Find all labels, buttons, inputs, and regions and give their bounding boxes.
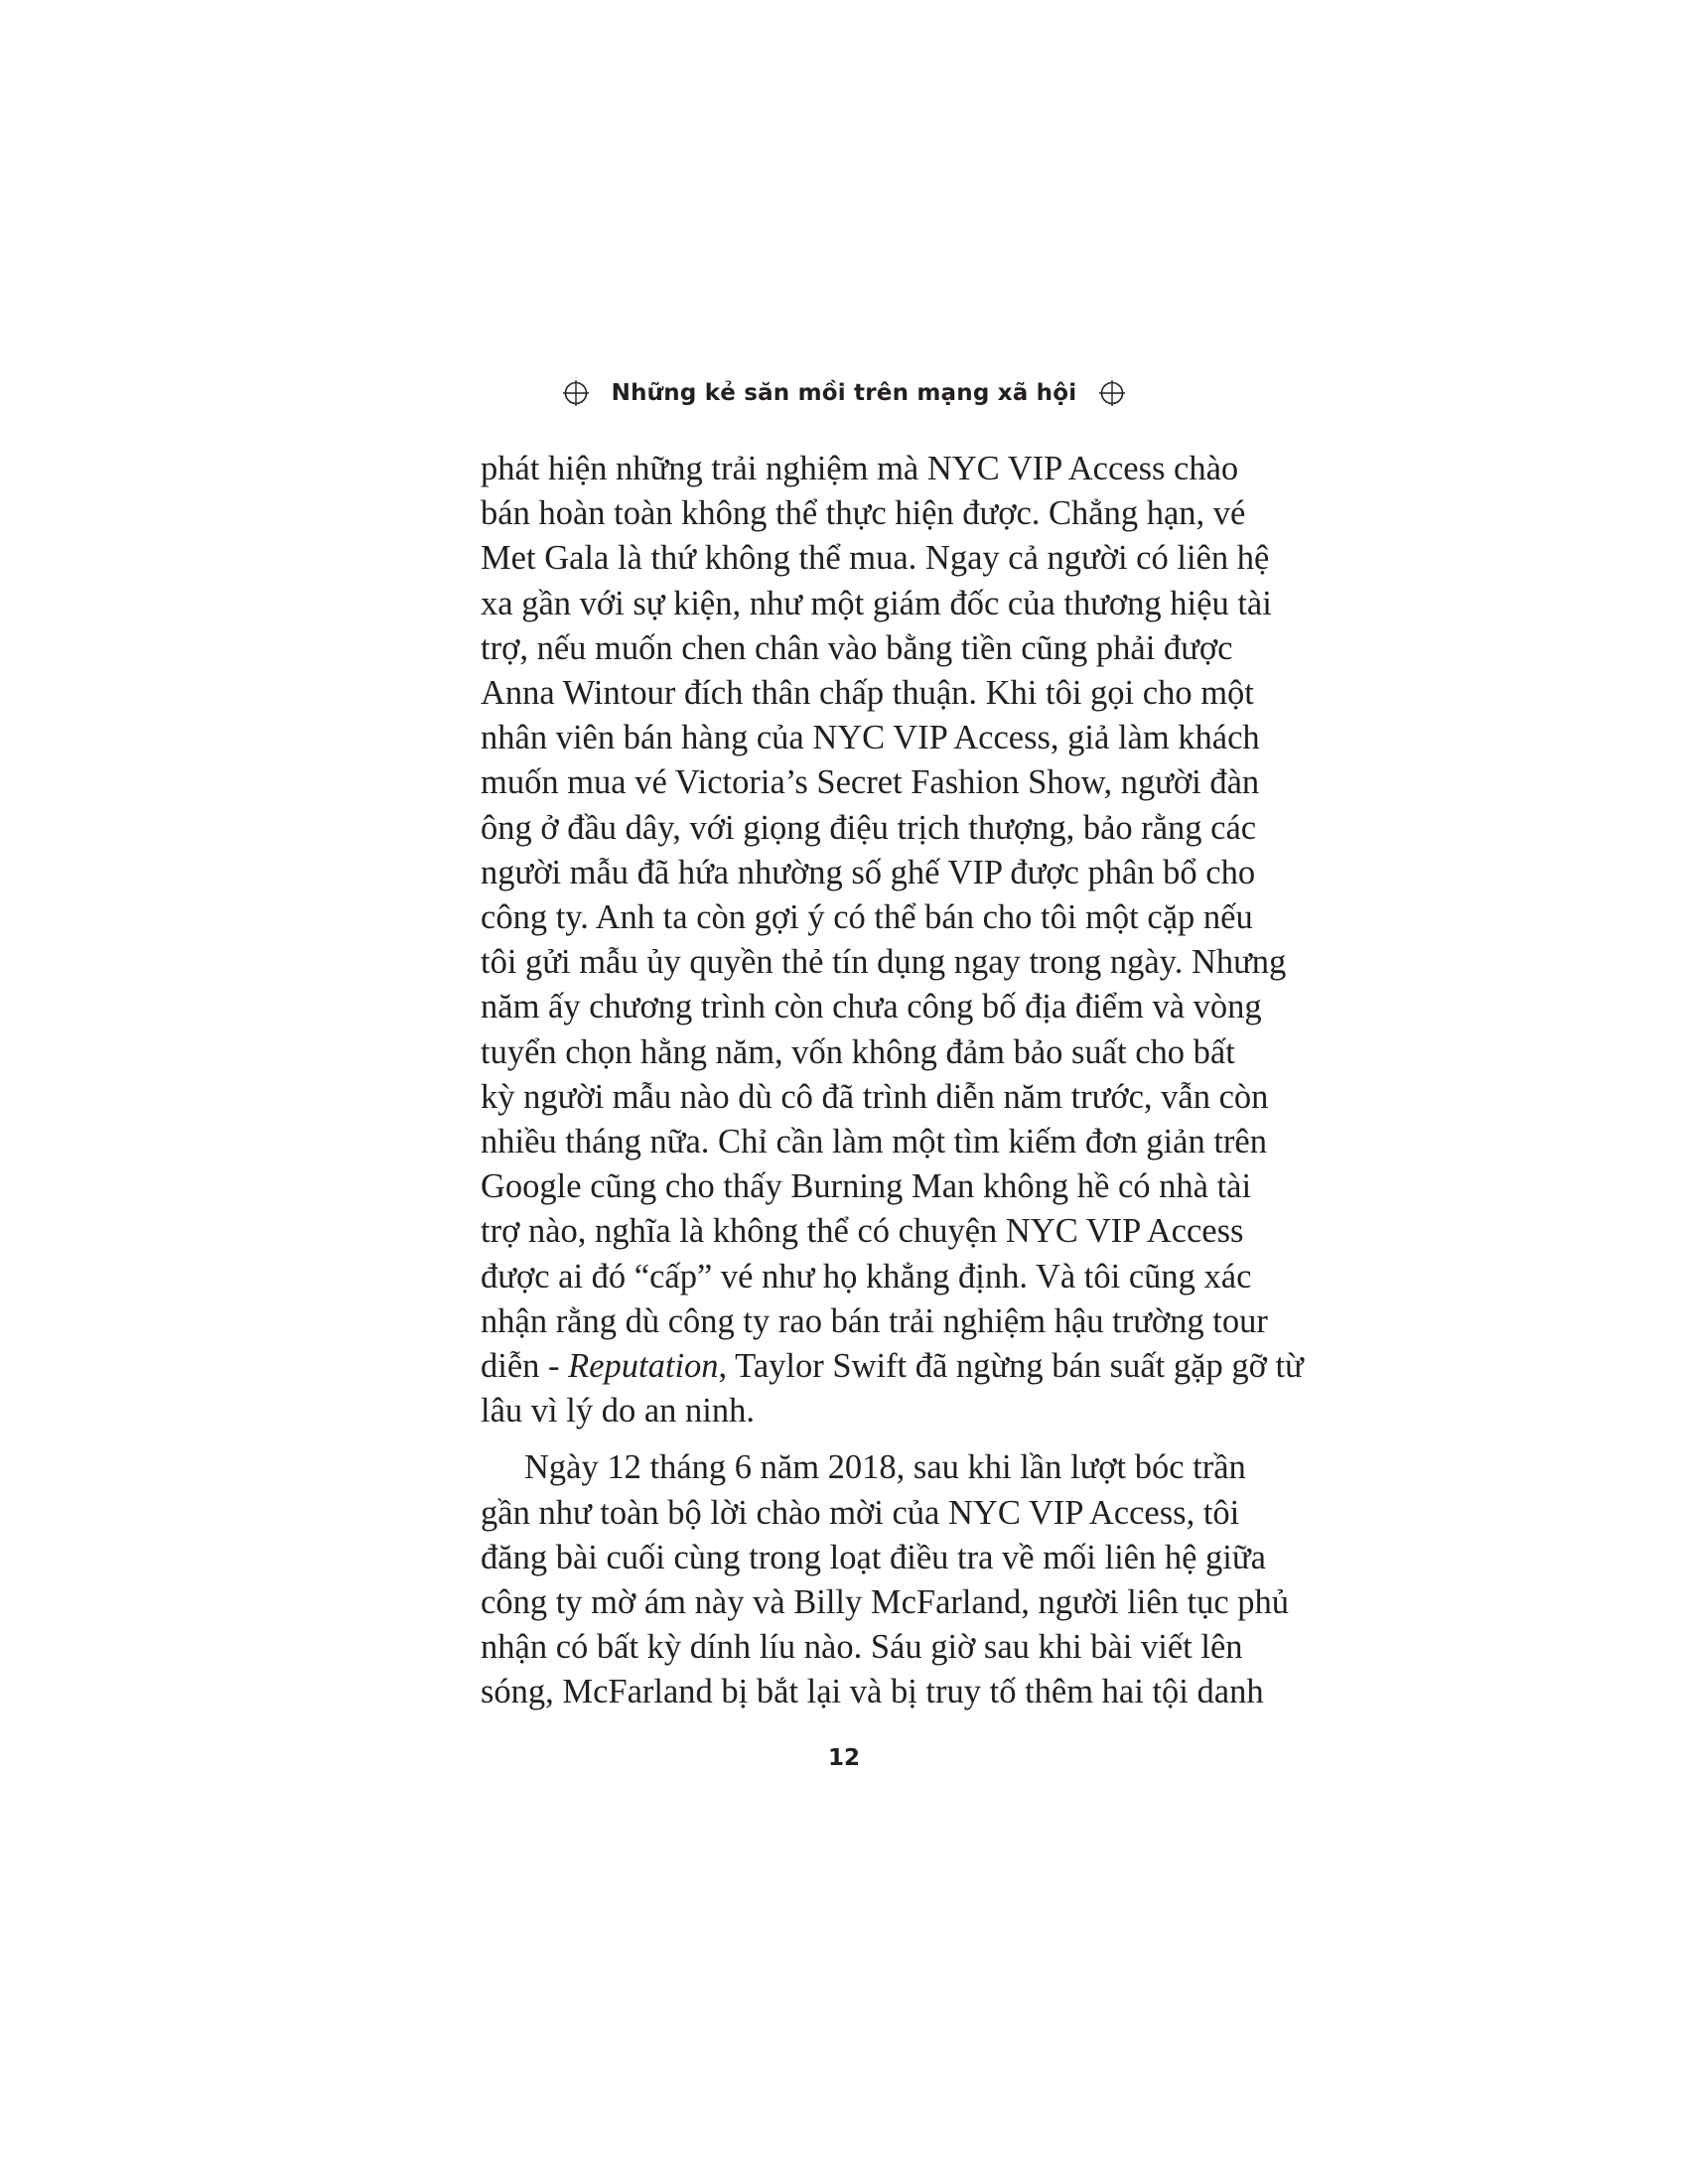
text-line: kỳ người mẫu nào dù cô đã trình diễn năm trước, vẫn còn bbox=[481, 1077, 1269, 1116]
text-line: công ty mờ ám này và Billy McFarland, người liên tục phủ bbox=[481, 1583, 1290, 1622]
text-line: lâu vì lý do an ninh. bbox=[481, 1392, 755, 1431]
body-text bbox=[481, 447, 1304, 1715]
text-line: phát hiện những trải nghiệm mà NYC VIP Access chào bbox=[481, 450, 1239, 487]
crosshair-icon bbox=[562, 379, 590, 407]
text-line: nhiều tháng nữa. Chỉ cần làm một tìm kiếm đơn giản trên bbox=[481, 1123, 1267, 1161]
text-line: công ty. Anh ta còn gợi ý có thể bán cho tôi một cặp nếu bbox=[481, 898, 1253, 937]
text-line: Met Gala là thứ không thể mua. Ngay cả người có liên hệ bbox=[481, 539, 1270, 578]
text-line: trợ, nếu muốn chen chân vào bằng tiền cũng phải được bbox=[481, 628, 1233, 667]
italic-title: Reputation bbox=[568, 1347, 719, 1386]
text-line: năm ấy chương trình còn chưa công bố địa điểm và vòng bbox=[481, 988, 1262, 1026]
text-segment: diễn - bbox=[481, 1347, 569, 1386]
text-line: đăng bài cuối cùng trong loạt điều tra về mối liên hệ giữa bbox=[481, 1538, 1266, 1576]
text-line: người mẫu đã hứa nhường số ghế VIP được phân bổ cho bbox=[481, 853, 1256, 891]
text-line: tôi gửi mẫu ủy quyền thẻ tín dụng ngay trong ngày. Nhưng bbox=[481, 943, 1287, 982]
text-line: được ai đó “cấp” vé như họ khẳng định. Và tôi cũng xác bbox=[481, 1257, 1252, 1296]
text-line: gần như toàn bộ lời chào mời của NYC VIP Access, tôi bbox=[481, 1493, 1240, 1532]
text-line: bán hoàn toàn không thể thực hiện được. Chẳng hạn, vé bbox=[481, 494, 1246, 533]
running-header bbox=[0, 369, 1688, 417]
text-line: sóng, McFarland bị bắt lại và bị truy tố thêm hai tội danh bbox=[481, 1673, 1264, 1711]
text-segment: , Taylor Swift đã ngừng bán suất gặp gỡ từ bbox=[718, 1347, 1304, 1386]
paragraph-2 bbox=[481, 1445, 1290, 1714]
text-line: tuyển chọn hằng năm, vốn không đảm bảo suất cho bất bbox=[481, 1032, 1235, 1071]
page-number: 12 bbox=[827, 1745, 860, 1771]
text-line: Ngày 12 tháng 6 năm 2018, sau khi lần lượt bóc trần bbox=[524, 1448, 1246, 1487]
text-line: ông ở đầu dây, với giọng điệu trịch thượng, bảo rằng các bbox=[481, 808, 1257, 847]
text-line: Anna Wintour đích thân chấp thuận. Khi tôi gọi cho một bbox=[481, 674, 1254, 713]
text-line: nhận có bất kỳ dính líu nào. Sáu giờ sau khi bài viết lên bbox=[481, 1628, 1243, 1667]
crosshair-icon bbox=[1098, 379, 1126, 407]
text-line: nhân viên bán hàng của NYC VIP Access, giả làm khách bbox=[481, 719, 1260, 757]
text-line: muốn mua vé Victoria’s Secret Fashion Show, người đàn bbox=[481, 763, 1260, 802]
text-line bbox=[481, 1344, 1304, 1389]
text-line: xa gần với sự kiện, như một giám đốc của thương hiệu tài bbox=[481, 584, 1272, 622]
running-title: Những kẻ săn mồi trên mạng xã hội bbox=[611, 380, 1077, 406]
paragraph-1 bbox=[481, 447, 1304, 1433]
text-line: trợ nào, nghĩa là không thể có chuyện NYC VIP Access bbox=[481, 1212, 1244, 1251]
text-line: nhận rằng dù công ty rao bán trải nghiệm hậu trường tour bbox=[481, 1301, 1268, 1340]
text-line: Google cũng cho thấy Burning Man không hề có nhà tài bbox=[481, 1167, 1252, 1206]
